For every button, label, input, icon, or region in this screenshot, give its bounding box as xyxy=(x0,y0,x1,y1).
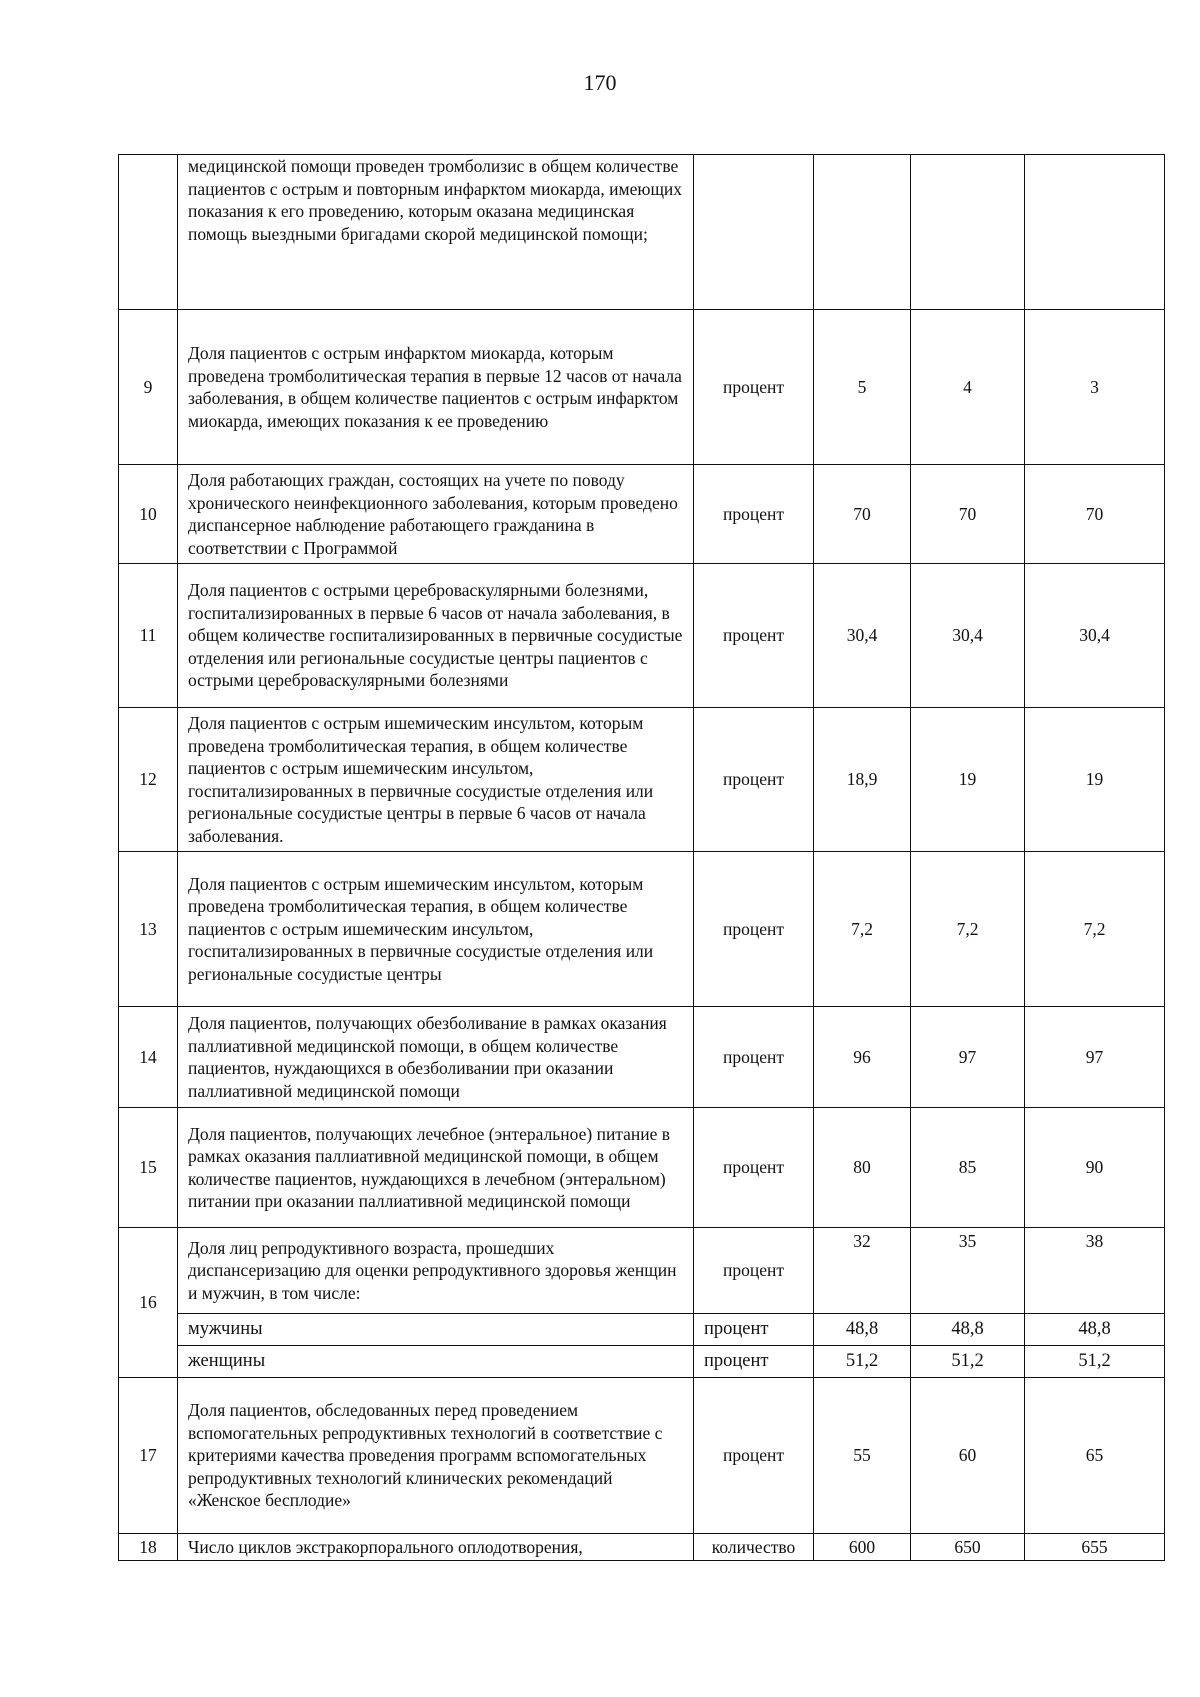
row-value-1: 30,4 xyxy=(814,564,911,708)
table-row xyxy=(119,1228,1165,1314)
table-row xyxy=(119,564,1165,708)
row-number: 11 xyxy=(119,564,178,708)
row-value-3: 30,4 xyxy=(1025,564,1165,708)
table-row xyxy=(119,1534,1165,1561)
subrow-value-2: 48,8 xyxy=(911,1314,1025,1346)
row-unit: процент xyxy=(694,1378,814,1534)
row-unit: процент xyxy=(694,1228,814,1314)
row-value-1: 600 xyxy=(814,1534,911,1561)
row-number: 17 xyxy=(119,1378,178,1534)
row-value-2: 7,2 xyxy=(911,852,1025,1007)
row-unit: процент xyxy=(694,708,814,852)
row-description: Доля пациентов, обследованных перед проведением вспомогательных репродуктивных технологий в соответствие с критериями качества проведения программ вспомогательных репродуктивных технологий клинических рекомендаций «Женское бесплодие» xyxy=(178,1378,694,1534)
row-number: 16 xyxy=(119,1228,178,1378)
row-unit: процент xyxy=(694,1007,814,1108)
row-description: Доля пациентов с острым инфарктом миокарда, которым проведена тромболитическая терапия в первые 12 часов от начала заболевания, в общем количестве пациентов с острым инфарктом миокарда, имеющих показания к ее проведению xyxy=(178,310,694,465)
indicators-table xyxy=(118,154,1165,1561)
row-value-3: 65 xyxy=(1025,1378,1165,1534)
row-value-1: 80 xyxy=(814,1108,911,1228)
row-number: 12 xyxy=(119,708,178,852)
row-unit: процент xyxy=(694,852,814,1007)
table-subrow xyxy=(119,1314,1165,1346)
row-value-3: 655 xyxy=(1025,1534,1165,1561)
subrow-description: мужчины xyxy=(178,1314,694,1346)
row-number: 18 xyxy=(119,1534,178,1561)
table-subrow xyxy=(119,1346,1165,1378)
row-value-3: 3 xyxy=(1025,310,1165,465)
row-description: Доля пациентов, получающих обезболивание в рамках оказания паллиативной медицинской помощи, в общем количестве пациентов, нуждающихся в обезболивании при оказании паллиативной медицинской помощи xyxy=(178,1007,694,1108)
row-value-1: 7,2 xyxy=(814,852,911,1007)
row-number xyxy=(119,155,178,310)
row-description: Доля лиц репродуктивного возраста, прошедших диспансеризацию для оценки репродуктивного здоровья женщин и мужчин, в том числе: xyxy=(178,1228,694,1314)
table-row xyxy=(119,1378,1165,1534)
row-unit: процент xyxy=(694,310,814,465)
table-row xyxy=(119,310,1165,465)
row-value-1: 5 xyxy=(814,310,911,465)
row-number: 14 xyxy=(119,1007,178,1108)
row-number: 10 xyxy=(119,465,178,564)
row-value-3: 97 xyxy=(1025,1007,1165,1108)
row-unit xyxy=(694,155,814,310)
row-value-2: 70 xyxy=(911,465,1025,564)
row-unit: количество xyxy=(694,1534,814,1561)
row-value-2: 35 xyxy=(911,1228,1025,1314)
row-value-3: 90 xyxy=(1025,1108,1165,1228)
row-value-1: 18,9 xyxy=(814,708,911,852)
row-value-2: 4 xyxy=(911,310,1025,465)
row-value-2: 19 xyxy=(911,708,1025,852)
row-value-1: 96 xyxy=(814,1007,911,1108)
table-row xyxy=(119,852,1165,1007)
row-value-3: 70 xyxy=(1025,465,1165,564)
table-row xyxy=(119,465,1165,564)
table-row xyxy=(119,1108,1165,1228)
row-description: Доля пациентов с острым ишемическим инсультом, которым проведена тромболитическая терапия, в общем количестве пациентов с острым ишемическим инсультом, госпитализированных в первичные сосудистые отделения или региональные сосудистые центры в первые 6 часов от начала заболевания. xyxy=(178,708,694,852)
page-number: 170 xyxy=(583,70,617,95)
row-value-1: 55 xyxy=(814,1378,911,1534)
row-value-1: 70 xyxy=(814,465,911,564)
row-number: 15 xyxy=(119,1108,178,1228)
row-value-3 xyxy=(1025,155,1165,310)
subrow-value-3: 48,8 xyxy=(1025,1314,1165,1346)
row-value-2: 60 xyxy=(911,1378,1025,1534)
row-unit: процент xyxy=(694,1108,814,1228)
subrow-unit: процент xyxy=(694,1314,814,1346)
row-value-2: 650 xyxy=(911,1534,1025,1561)
row-description: Доля пациентов с острыми цереброваскулярными болезнями, госпитализированных в первые 6 часов от начала заболевания, в общем количестве госпитализированных в первичные сосудистые отделения или региональные сосудистые центры пациентов с острыми цереброваскулярными болезнями xyxy=(178,564,694,708)
row-value-3: 19 xyxy=(1025,708,1165,852)
row-value-2: 85 xyxy=(911,1108,1025,1228)
subrow-value-3: 51,2 xyxy=(1025,1346,1165,1378)
subrow-value-1: 51,2 xyxy=(814,1346,911,1378)
table-row xyxy=(119,1007,1165,1108)
subrow-value-1: 48,8 xyxy=(814,1314,911,1346)
row-value-1 xyxy=(814,155,911,310)
subrow-description: женщины xyxy=(178,1346,694,1378)
row-value-2 xyxy=(911,155,1025,310)
row-description: Доля работающих граждан, состоящих на учете по поводу хронического неинфекционного заболевания, которым проведено диспансерное наблюдение работающего гражданина в соответствии с Программой xyxy=(178,465,694,564)
row-number: 13 xyxy=(119,852,178,1007)
row-description: Доля пациентов с острым ишемическим инсультом, которым проведена тромболитическая терапия, в общем количестве пациентов с острым ишемическим инсультом, госпитализированных в первичные сосудистые отделения или региональные сосудистые центры xyxy=(178,852,694,1007)
row-value-3: 38 xyxy=(1025,1228,1165,1314)
row-value-1: 32 xyxy=(814,1228,911,1314)
table-row xyxy=(119,155,1165,310)
row-value-2: 30,4 xyxy=(911,564,1025,708)
row-description: медицинской помощи проведен тромболизис в общем количестве пациентов с острым и повторным инфарктом миокарда, имеющих показания к его проведению, которым оказана медицинская помощь выездными бригадами скорой медицинской помощи; xyxy=(178,155,694,310)
table-row xyxy=(119,708,1165,852)
row-value-2: 97 xyxy=(911,1007,1025,1108)
row-description: Число циклов экстракорпорального оплодотворения, xyxy=(178,1534,694,1561)
subrow-value-2: 51,2 xyxy=(911,1346,1025,1378)
row-unit: процент xyxy=(694,465,814,564)
row-description: Доля пациентов, получающих лечебное (энтеральное) питание в рамках оказания паллиативной медицинской помощи, в общем количестве пациентов, нуждающихся в лечебном (энтеральном) питании при оказании паллиативной медицинской помощи xyxy=(178,1108,694,1228)
row-unit: процент xyxy=(694,564,814,708)
subrow-unit: процент xyxy=(694,1346,814,1378)
row-value-3: 7,2 xyxy=(1025,852,1165,1007)
row-number: 9 xyxy=(119,310,178,465)
